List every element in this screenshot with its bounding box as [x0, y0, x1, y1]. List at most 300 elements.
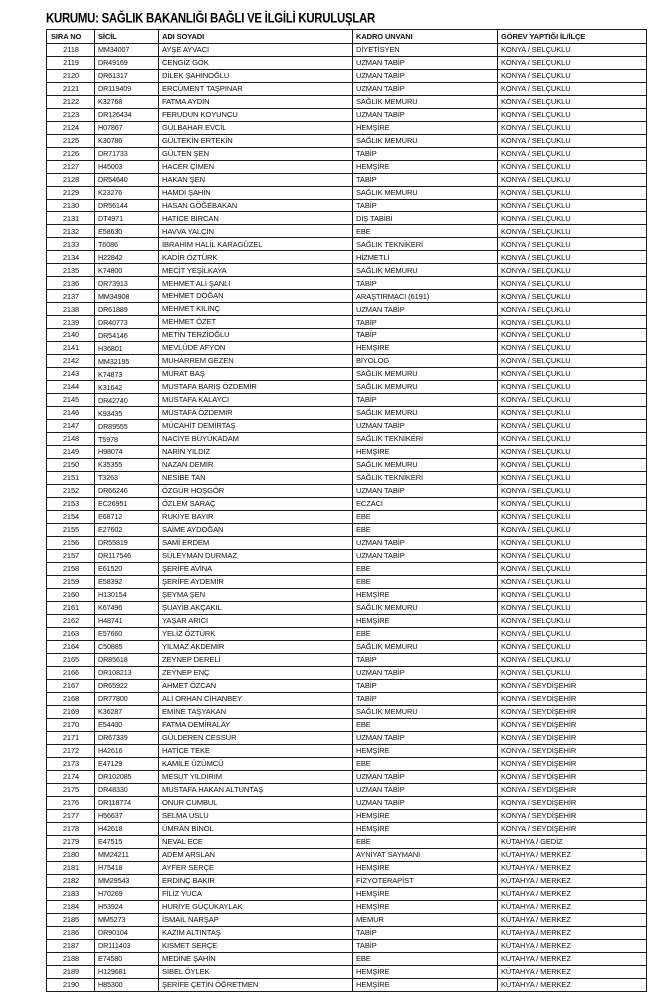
cell-ad: NARİN YILDIZ: [159, 446, 353, 459]
table-row: [47, 160, 647, 173]
cell-ad: ÜMRAN BİNOL: [159, 822, 353, 835]
cell-kadro: EBE: [353, 524, 498, 537]
cell-kadro: HEMŞİRE: [353, 121, 498, 134]
cell-sira: 2190: [47, 978, 95, 991]
cell-gorev: KONYA / SEYDİŞEHİR: [498, 783, 647, 796]
table-row: [47, 796, 647, 809]
table-row: [47, 653, 647, 666]
cell-sira: 2154: [47, 511, 95, 524]
cell-gorev: KONYA / SELÇUKLU: [498, 602, 647, 615]
cell-sira: 2186: [47, 926, 95, 939]
cell-gorev: KONYA / SELÇUKLU: [498, 212, 647, 225]
cell-sira: 2144: [47, 381, 95, 394]
page-title: KURUMU: SAĞLIK BAKANLIĞI BAĞLI VE İLGİLİ KURULUŞLAR: [46, 11, 375, 26]
table-row: [47, 264, 647, 277]
cell-gorev: KONYA / SELÇUKLU: [498, 173, 647, 186]
cell-ad: İSMAİL NARŞAP: [159, 913, 353, 926]
table-row: [47, 887, 647, 900]
cell-sicil: K36287: [95, 705, 159, 718]
cell-sicil: DR119409: [95, 82, 159, 95]
cell-gorev: KONYA / SEYDİŞEHİR: [498, 718, 647, 731]
cell-kadro: TABİP: [353, 316, 498, 329]
cell-gorev: KONYA / SEYDİŞEHİR: [498, 679, 647, 692]
cell-gorev: KONYA / SELÇUKLU: [498, 627, 647, 640]
cell-kadro: AYNİYAT SAYMANI: [353, 848, 498, 861]
table-row: [47, 69, 647, 82]
cell-gorev: KONYA / SELÇUKLU: [498, 199, 647, 212]
cell-sicil: MM5273: [95, 913, 159, 926]
cell-gorev: KONYA / SELÇUKLU: [498, 433, 647, 446]
cell-ad: HAMDİ ŞAHİN: [159, 186, 353, 199]
table-row: [47, 952, 647, 965]
cell-kadro: UZMAN TABİP: [353, 537, 498, 550]
cell-sicil: DR73913: [95, 277, 159, 290]
cell-gorev: KÜTAHYA / MERKEZ: [498, 887, 647, 900]
cell-gorev: KONYA / SELÇUKLU: [498, 134, 647, 147]
cell-sira: 2120: [47, 69, 95, 82]
cell-gorev: KONYA / SELÇUKLU: [498, 511, 647, 524]
cell-sicil: H85300: [95, 978, 159, 991]
cell-kadro: TABİP: [353, 329, 498, 342]
cell-ad: SAMİ ERDEM: [159, 537, 353, 550]
column-header-gorev-yaptigi-il-ilce: GÖREV YAPTIĞI İL/İLÇE: [498, 30, 647, 44]
cell-sira: 2125: [47, 134, 95, 147]
cell-ad: MURAT BAŞ: [159, 368, 353, 381]
cell-gorev: KONYA / SELÇUKLU: [498, 82, 647, 95]
cell-gorev: KONYA / SELÇUKLU: [498, 277, 647, 290]
cell-sicil: H22842: [95, 251, 159, 264]
cell-sira: 2179: [47, 835, 95, 848]
table-row: [47, 43, 647, 56]
cell-kadro: HEMŞİRE: [353, 744, 498, 757]
cell-sira: 2181: [47, 861, 95, 874]
cell-gorev: KONYA / SELÇUKLU: [498, 316, 647, 329]
cell-sira: 2170: [47, 718, 95, 731]
table-row: [47, 82, 647, 95]
cell-ad: SİBEL ÖYLEK: [159, 965, 353, 978]
cell-gorev: KONYA / SELÇUKLU: [498, 381, 647, 394]
cell-ad: AYŞE AYVACI: [159, 43, 353, 56]
cell-sicil: DR102085: [95, 770, 159, 783]
table-row: [47, 173, 647, 186]
cell-ad: ERDİNÇ BAKIR: [159, 874, 353, 887]
cell-kadro: TABİP: [353, 939, 498, 952]
cell-ad: SÜLEYMAN DURMAZ: [159, 550, 353, 563]
cell-sira: 2138: [47, 303, 95, 316]
cell-gorev: KÜTAHYA / MERKEZ: [498, 926, 647, 939]
cell-sira: 2128: [47, 173, 95, 186]
cell-kadro: TABİP: [353, 147, 498, 160]
cell-ad: GÜLTEN ŞEN: [159, 147, 353, 160]
cell-kadro: UZMAN TABİP: [353, 550, 498, 563]
table-row: [47, 199, 647, 212]
cell-kadro: UZMAN TABİP: [353, 108, 498, 121]
cell-sicil: DR77800: [95, 692, 159, 705]
cell-sira: 2161: [47, 602, 95, 615]
table-row: [47, 537, 647, 550]
table-row: [47, 446, 647, 459]
cell-sira: 2188: [47, 952, 95, 965]
cell-sicil: H42616: [95, 744, 159, 757]
cell-ad: ÖZLEM SARAÇ: [159, 498, 353, 511]
table-row: [47, 809, 647, 822]
cell-sicil: E58630: [95, 225, 159, 238]
cell-kadro: SAĞLIK MEMURU: [353, 705, 498, 718]
cell-ad: MUSTAFA ÖZDEMİR: [159, 407, 353, 420]
table-row: [47, 874, 647, 887]
cell-gorev: KONYA / SEYDİŞEHİR: [498, 796, 647, 809]
cell-kadro: UZMAN TABİP: [353, 485, 498, 498]
cell-kadro: EBE: [353, 563, 498, 576]
cell-kadro: HEMŞİRE: [353, 822, 498, 835]
cell-sicil: DR85618: [95, 653, 159, 666]
cell-sira: 2182: [47, 874, 95, 887]
table-row: [47, 290, 647, 303]
table-row: [47, 316, 647, 329]
cell-sira: 2151: [47, 472, 95, 485]
cell-ad: HACER ÇİMEN: [159, 160, 353, 173]
table-row: [47, 627, 647, 640]
cell-gorev: KONYA / SELÇUKLU: [498, 238, 647, 251]
cell-sicil: E27602: [95, 524, 159, 537]
cell-ad: KADİR ÖZTÜRK: [159, 251, 353, 264]
table-row: [47, 640, 647, 653]
cell-sicil: MM24211: [95, 848, 159, 861]
cell-gorev: KONYA / SELÇUKLU: [498, 485, 647, 498]
column-header-sira-no: SIRA NO: [47, 30, 95, 44]
table-row: [47, 108, 647, 121]
table-row: [47, 913, 647, 926]
cell-gorev: KONYA / SELÇUKLU: [498, 160, 647, 173]
cell-ad: HURİYE GÜÇÜKAYLAK: [159, 900, 353, 913]
cell-gorev: KONYA / SEYDİŞEHİR: [498, 692, 647, 705]
cell-ad: GÜLDEREN CESSUR: [159, 731, 353, 744]
cell-sicil: H75418: [95, 861, 159, 874]
cell-sira: 2178: [47, 822, 95, 835]
cell-gorev: KONYA / SELÇUKLU: [498, 56, 647, 69]
cell-sira: 2155: [47, 524, 95, 537]
cell-ad: YAŞAR ARICI: [159, 615, 353, 628]
table-row: [47, 433, 647, 446]
cell-sicil: EC26951: [95, 498, 159, 511]
cell-gorev: KONYA / SELÇUKLU: [498, 147, 647, 160]
personnel-table: [46, 29, 647, 992]
cell-ad: ZEYNEP ENÇ: [159, 666, 353, 679]
cell-kadro: FİZYOTERAPİST: [353, 874, 498, 887]
cell-gorev: KONYA / SELÇUKLU: [498, 640, 647, 653]
cell-sira: 2131: [47, 212, 95, 225]
cell-gorev: KONYA / SELÇUKLU: [498, 394, 647, 407]
cell-kadro: UZMAN TABİP: [353, 770, 498, 783]
cell-sira: 2130: [47, 199, 95, 212]
column-header-adi-soyadi: ADI SOYADI: [159, 30, 353, 44]
cell-ad: MEHMET ALİ ŞANLI: [159, 277, 353, 290]
cell-ad: RUKİYE BAYIR: [159, 511, 353, 524]
cell-kadro: TABİP: [353, 199, 498, 212]
cell-gorev: KONYA / SELÇUKLU: [498, 420, 647, 433]
cell-kadro: HEMŞİRE: [353, 809, 498, 822]
cell-kadro: UZMAN TABİP: [353, 666, 498, 679]
table-body: [47, 43, 647, 991]
cell-ad: ERCÜMENT TAŞPINAR: [159, 82, 353, 95]
cell-kadro: UZMAN TABİP: [353, 56, 498, 69]
cell-kadro: HEMŞİRE: [353, 978, 498, 991]
cell-sira: 2168: [47, 692, 95, 705]
table-row: [47, 121, 647, 134]
table-row: [47, 381, 647, 394]
cell-sicil: H45003: [95, 160, 159, 173]
cell-sicil: H130154: [95, 589, 159, 602]
cell-sicil: E74580: [95, 952, 159, 965]
cell-gorev: KONYA / SELÇUKLU: [498, 524, 647, 537]
cell-ad: MESUT YILDIRIM: [159, 770, 353, 783]
table-row: [47, 602, 647, 615]
cell-gorev: KONYA / SELÇUKLU: [498, 329, 647, 342]
cell-sira: 2160: [47, 589, 95, 602]
cell-ad: MEDİNE ŞAHİN: [159, 952, 353, 965]
cell-sicil: DR55819: [95, 537, 159, 550]
table-row: [47, 368, 647, 381]
cell-gorev: KONYA / SELÇUKLU: [498, 43, 647, 56]
cell-sicil: H98074: [95, 446, 159, 459]
cell-sicil: K23276: [95, 186, 159, 199]
cell-kadro: EBE: [353, 835, 498, 848]
cell-gorev: KONYA / SEYDİŞEHİR: [498, 731, 647, 744]
column-header-kadro-unvani: KADRO UNVANI: [353, 30, 498, 44]
cell-gorev: KONYA / SELÇUKLU: [498, 251, 647, 264]
cell-gorev: KONYA / SEYDİŞEHİR: [498, 822, 647, 835]
cell-gorev: KONYA / SELÇUKLU: [498, 264, 647, 277]
table-row: [47, 563, 647, 576]
cell-kadro: EBE: [353, 952, 498, 965]
cell-ad: MEHMET ÖZET: [159, 316, 353, 329]
cell-sicil: DR40773: [95, 316, 159, 329]
cell-sira: 2134: [47, 251, 95, 264]
cell-gorev: KONYA / SELÇUKLU: [498, 303, 647, 316]
cell-sicil: DR111403: [95, 939, 159, 952]
cell-sicil: DR65922: [95, 679, 159, 692]
cell-sira: 2164: [47, 640, 95, 653]
cell-sicil: DR54146: [95, 329, 159, 342]
cell-ad: ŞERİFE ÇETİN ÖĞRETMEN: [159, 978, 353, 991]
cell-sira: 2153: [47, 498, 95, 511]
cell-sicil: DR56144: [95, 199, 159, 212]
cell-gorev: KONYA / SEYDİŞEHİR: [498, 757, 647, 770]
cell-sicil: MM34007: [95, 43, 159, 56]
cell-sicil: DR90104: [95, 926, 159, 939]
cell-kadro: SAĞLIK TEKNİKERİ: [353, 433, 498, 446]
table-row: [47, 900, 647, 913]
cell-kadro: HEMŞİRE: [353, 342, 498, 355]
cell-gorev: KONYA / SELÇUKLU: [498, 615, 647, 628]
cell-sira: 2176: [47, 796, 95, 809]
cell-kadro: TABİP: [353, 926, 498, 939]
cell-ad: FERUDUN KOYUNCU: [159, 108, 353, 121]
cell-kadro: SAĞLIK MEMURU: [353, 602, 498, 615]
cell-kadro: TABİP: [353, 692, 498, 705]
cell-sicil: E61520: [95, 563, 159, 576]
cell-gorev: KÜTAHYA / MERKEZ: [498, 913, 647, 926]
cell-ad: KISMET SERÇE: [159, 939, 353, 952]
cell-sira: 2165: [47, 653, 95, 666]
table-row: [47, 303, 647, 316]
cell-sira: 2156: [47, 537, 95, 550]
cell-sira: 2184: [47, 900, 95, 913]
cell-gorev: KONYA / SELÇUKLU: [498, 537, 647, 550]
cell-sira: 2167: [47, 679, 95, 692]
cell-gorev: KONYA / SEYDİŞEHİR: [498, 705, 647, 718]
table-row: [47, 407, 647, 420]
cell-gorev: KONYA / SEYDİŞEHİR: [498, 770, 647, 783]
cell-kadro: UZMAN TABİP: [353, 303, 498, 316]
cell-ad: ŞERİFE AYDEMİR: [159, 576, 353, 589]
cell-sira: 2129: [47, 186, 95, 199]
table-row: [47, 770, 647, 783]
cell-sira: 2127: [47, 160, 95, 173]
cell-ad: MECİT YEŞİLKAYA: [159, 264, 353, 277]
cell-sicil: MM29543: [95, 874, 159, 887]
cell-ad: GÜLBAHAR EVCİL: [159, 121, 353, 134]
cell-kadro: TABİP: [353, 173, 498, 186]
cell-sira: 2126: [47, 147, 95, 160]
cell-sicil: E57660: [95, 627, 159, 640]
cell-sicil: DR71733: [95, 147, 159, 160]
cell-sicil: MM34908: [95, 290, 159, 303]
cell-kadro: SAĞLIK MEMURU: [353, 381, 498, 394]
cell-sicil: DR117546: [95, 550, 159, 563]
table-row: [47, 511, 647, 524]
cell-sira: 2142: [47, 355, 95, 368]
cell-kadro: HEMŞİRE: [353, 589, 498, 602]
cell-sira: 2147: [47, 420, 95, 433]
cell-ad: CENGİZ GÖK: [159, 56, 353, 69]
cell-sicil: E47515: [95, 835, 159, 848]
cell-gorev: KONYA / SELÇUKLU: [498, 563, 647, 576]
cell-kadro: TABİP: [353, 277, 498, 290]
cell-ad: İBRAHİM HALİL KARAGÜZEL: [159, 238, 353, 251]
cell-gorev: KONYA / SELÇUKLU: [498, 108, 647, 121]
cell-sira: 2137: [47, 290, 95, 303]
cell-gorev: KONYA / SELÇUKLU: [498, 576, 647, 589]
cell-ad: YILMAZ AKDEMİR: [159, 640, 353, 653]
cell-sicil: H48741: [95, 615, 159, 628]
cell-kadro: SAĞLIK MEMURU: [353, 407, 498, 420]
cell-kadro: EBE: [353, 757, 498, 770]
cell-sira: 2175: [47, 783, 95, 796]
cell-kadro: HEMŞİRE: [353, 965, 498, 978]
cell-kadro: HEMŞİRE: [353, 160, 498, 173]
cell-sira: 2163: [47, 627, 95, 640]
table-row: [47, 783, 647, 796]
table-header-row: [47, 30, 647, 44]
cell-ad: ALİ ORHAN CİHANBEY: [159, 692, 353, 705]
table-row: [47, 342, 647, 355]
cell-sira: 2124: [47, 121, 95, 134]
table-row: [47, 472, 647, 485]
table-row: [47, 822, 647, 835]
cell-sira: 2180: [47, 848, 95, 861]
cell-sicil: DR54640: [95, 173, 159, 186]
cell-kadro: SAĞLIK MEMURU: [353, 264, 498, 277]
table-row: [47, 848, 647, 861]
cell-gorev: KONYA / SELÇUKLU: [498, 666, 647, 679]
cell-kadro: HEMŞİRE: [353, 615, 498, 628]
cell-gorev: KÜTAHYA / MERKEZ: [498, 965, 647, 978]
cell-gorev: KONYA / SELÇUKLU: [498, 550, 647, 563]
cell-ad: HAVVA YALÇIN: [159, 225, 353, 238]
cell-sicil: T5978: [95, 433, 159, 446]
cell-sicil: DR108213: [95, 666, 159, 679]
cell-sicil: E68712: [95, 511, 159, 524]
table-row: [47, 134, 647, 147]
table-row: [47, 589, 647, 602]
cell-kadro: DİŞ TABİBİ: [353, 212, 498, 225]
cell-sicil: T6086: [95, 238, 159, 251]
cell-kadro: HİZMETLİ: [353, 251, 498, 264]
cell-sira: 2148: [47, 433, 95, 446]
cell-ad: ŞERİFE AVİNA: [159, 563, 353, 576]
cell-gorev: KONYA / SELÇUKLU: [498, 653, 647, 666]
cell-sicil: H56637: [95, 809, 159, 822]
cell-gorev: KÜTAHYA / MERKEZ: [498, 861, 647, 874]
cell-ad: FİLİZ YUCA: [159, 887, 353, 900]
cell-sicil: DR67339: [95, 731, 159, 744]
cell-sira: 2172: [47, 744, 95, 757]
cell-sira: 2171: [47, 731, 95, 744]
cell-sira: 2162: [47, 615, 95, 628]
cell-gorev: KONYA / SELÇUKLU: [498, 69, 647, 82]
cell-ad: KAZIM ALTINTAŞ: [159, 926, 353, 939]
cell-ad: NAZAN DEMİR: [159, 459, 353, 472]
cell-sira: 2143: [47, 368, 95, 381]
cell-kadro: SAĞLIK TEKNİKERİ: [353, 238, 498, 251]
cell-gorev: KÜTAHYA / MERKEZ: [498, 952, 647, 965]
table-row: [47, 225, 647, 238]
cell-ad: METİN TERZİOĞLU: [159, 329, 353, 342]
cell-ad: NACİYE BÜYÜKADAM: [159, 433, 353, 446]
cell-sira: 2132: [47, 225, 95, 238]
table-row: [47, 498, 647, 511]
cell-ad: ONUR CUMBUL: [159, 796, 353, 809]
cell-kadro: TABİP: [353, 394, 498, 407]
cell-sicil: H36801: [95, 342, 159, 355]
cell-kadro: UZMAN TABİP: [353, 69, 498, 82]
cell-gorev: KONYA / SELÇUKLU: [498, 355, 647, 368]
cell-kadro: SAĞLIK MEMURU: [353, 134, 498, 147]
table-row: [47, 186, 647, 199]
cell-gorev: KONYA / SELÇUKLU: [498, 446, 647, 459]
table-row: [47, 394, 647, 407]
table-row: [47, 329, 647, 342]
cell-ad: MUSTAFA KALAYCI: [159, 394, 353, 407]
cell-sicil: K32768: [95, 95, 159, 108]
cell-sira: 2136: [47, 277, 95, 290]
cell-ad: MEHMET DOĞAN: [159, 290, 353, 303]
cell-gorev: KÜTAHYA / GEDİZ: [498, 835, 647, 848]
table-row: [47, 420, 647, 433]
cell-sira: 2141: [47, 342, 95, 355]
cell-kadro: BİYOLOG: [353, 355, 498, 368]
cell-ad: ÖZGÜR HOŞGÖR: [159, 485, 353, 498]
cell-kadro: EBE: [353, 718, 498, 731]
cell-kadro: SAĞLIK MEMURU: [353, 459, 498, 472]
cell-sira: 2146: [47, 407, 95, 420]
table-row: [47, 757, 647, 770]
table-row: [47, 615, 647, 628]
table-row: [47, 147, 647, 160]
table-row: [47, 705, 647, 718]
cell-kadro: HEMŞİRE: [353, 861, 498, 874]
